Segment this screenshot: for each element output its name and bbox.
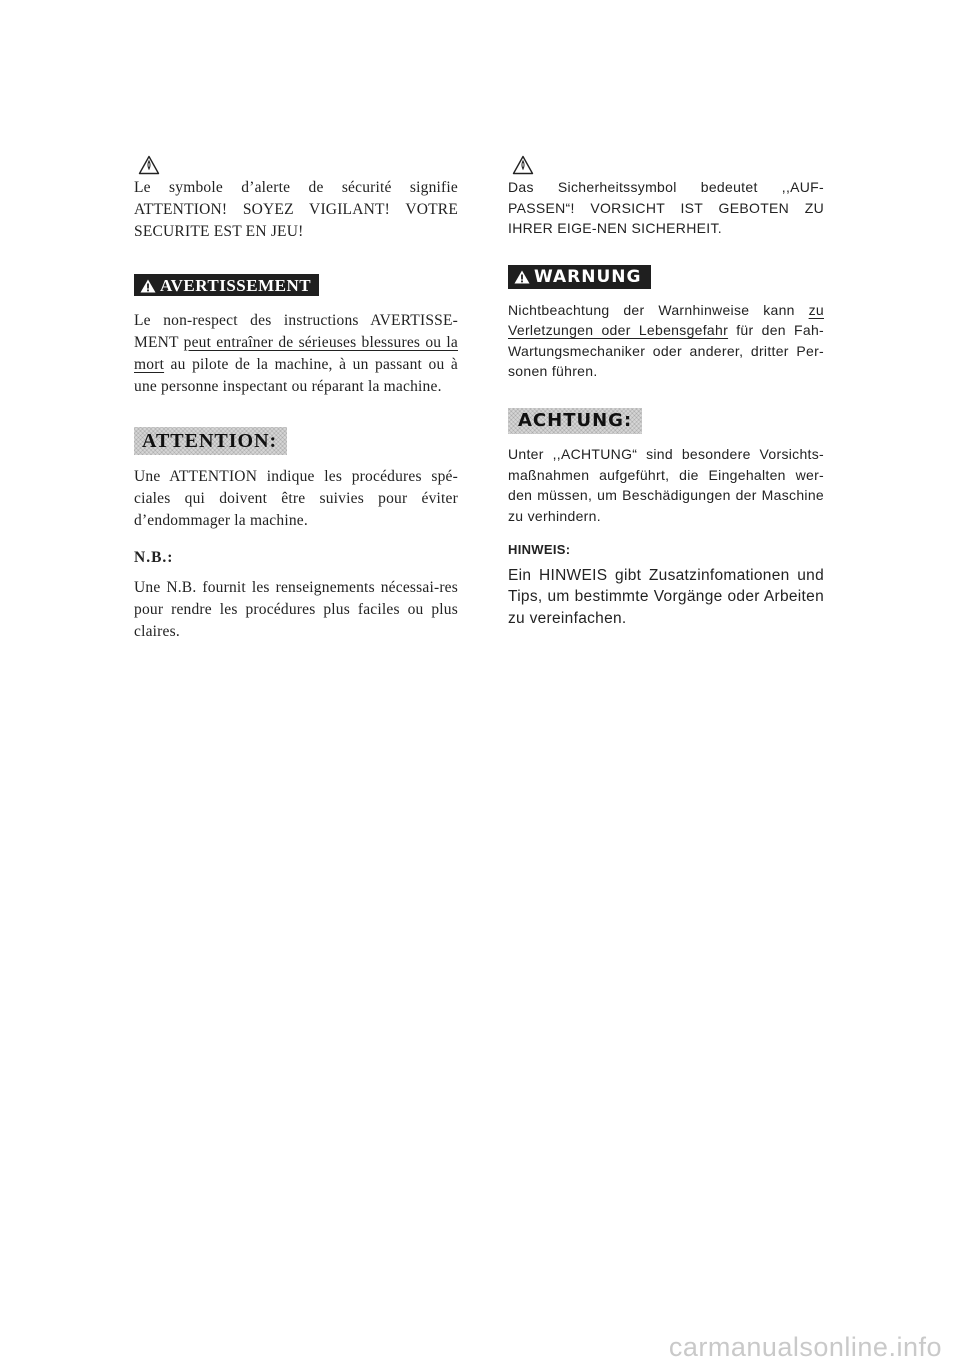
warning-text-post: für den Fah-Wartungsmechaniker oder anderer, dritter Per-sonen führen.: [508, 322, 824, 379]
warning-text-post: au pilote de la machine, à un passant ou à une personne inspectant ou réparant la machine.: [134, 355, 458, 395]
caution-description: Unter ,,ACHTUNG“ sind besondere Vorsichts-maßnahmen aufgeführt, die Eingehalten wer-den müssen, um Beschädigungen der Maschine zu verhindern.: [508, 446, 824, 524]
caution-label: ATTENTION:: [142, 429, 278, 452]
warning-description: [508, 300, 824, 382]
warning-text-underlined: zu Verletzungen oder Lebensgefahr: [508, 301, 824, 338]
safety-alert-icon: [512, 155, 534, 175]
warning-triangle-icon: [140, 279, 156, 293]
note-description: Une N.B. fournit les renseignements nécessai-res pour rendre les procédures plus faciles ou plus claires.: [134, 578, 458, 640]
warning-description: [134, 310, 458, 398]
caution-label: ACHTUNG:: [518, 409, 633, 431]
warning-label: AVERTISSEMENT: [160, 275, 312, 295]
warning-text-underlined: peut entraîner de sérieuses blessures ou la mort: [134, 333, 458, 373]
site-watermark: carmanualsonline.info: [668, 1332, 942, 1362]
caution-banner: [508, 408, 642, 435]
warning-triangle-icon: [514, 270, 530, 284]
warning-banner: [508, 265, 651, 289]
alert-description: Le symbole d’alerte de sécurité signifie ATTENTION! SOYEZ VIGILANT! VOTRE SECURITE EST EN JEU!: [134, 179, 458, 240]
note-heading: HINWEIS:: [508, 542, 571, 557]
french-column: [134, 155, 458, 643]
caution-banner: [134, 427, 287, 455]
warning-banner: [134, 274, 319, 296]
warning-text-pre: Nichtbeachtung der Warnhinweise kann: [508, 301, 809, 318]
note-description: Ein HINWEIS gibt Zusatzinfomationen und Tips, um bestimmte Vorgänge oder Arbeiten zu vereinfachen.: [508, 566, 824, 627]
german-column: [508, 155, 824, 629]
alert-description: Das Sicherheitssymbol bedeutet ,,AUF-PASSEN“! VORSICHT IST GEBOTEN ZU IHRER EIGE-NEN SICHERHEIT.: [508, 179, 824, 236]
caution-description: Une ATTENTION indique les procédures spé-ciales qui doivent être suivies pour éviter d’endommager la machine.: [134, 467, 458, 529]
warning-text-pre: Le non-respect des instructions AVERTISSE-MENT: [134, 311, 458, 351]
warning-label: WARNUNG: [534, 266, 642, 287]
safety-alert-icon: [138, 155, 160, 175]
note-heading: N.B.:: [134, 548, 174, 566]
